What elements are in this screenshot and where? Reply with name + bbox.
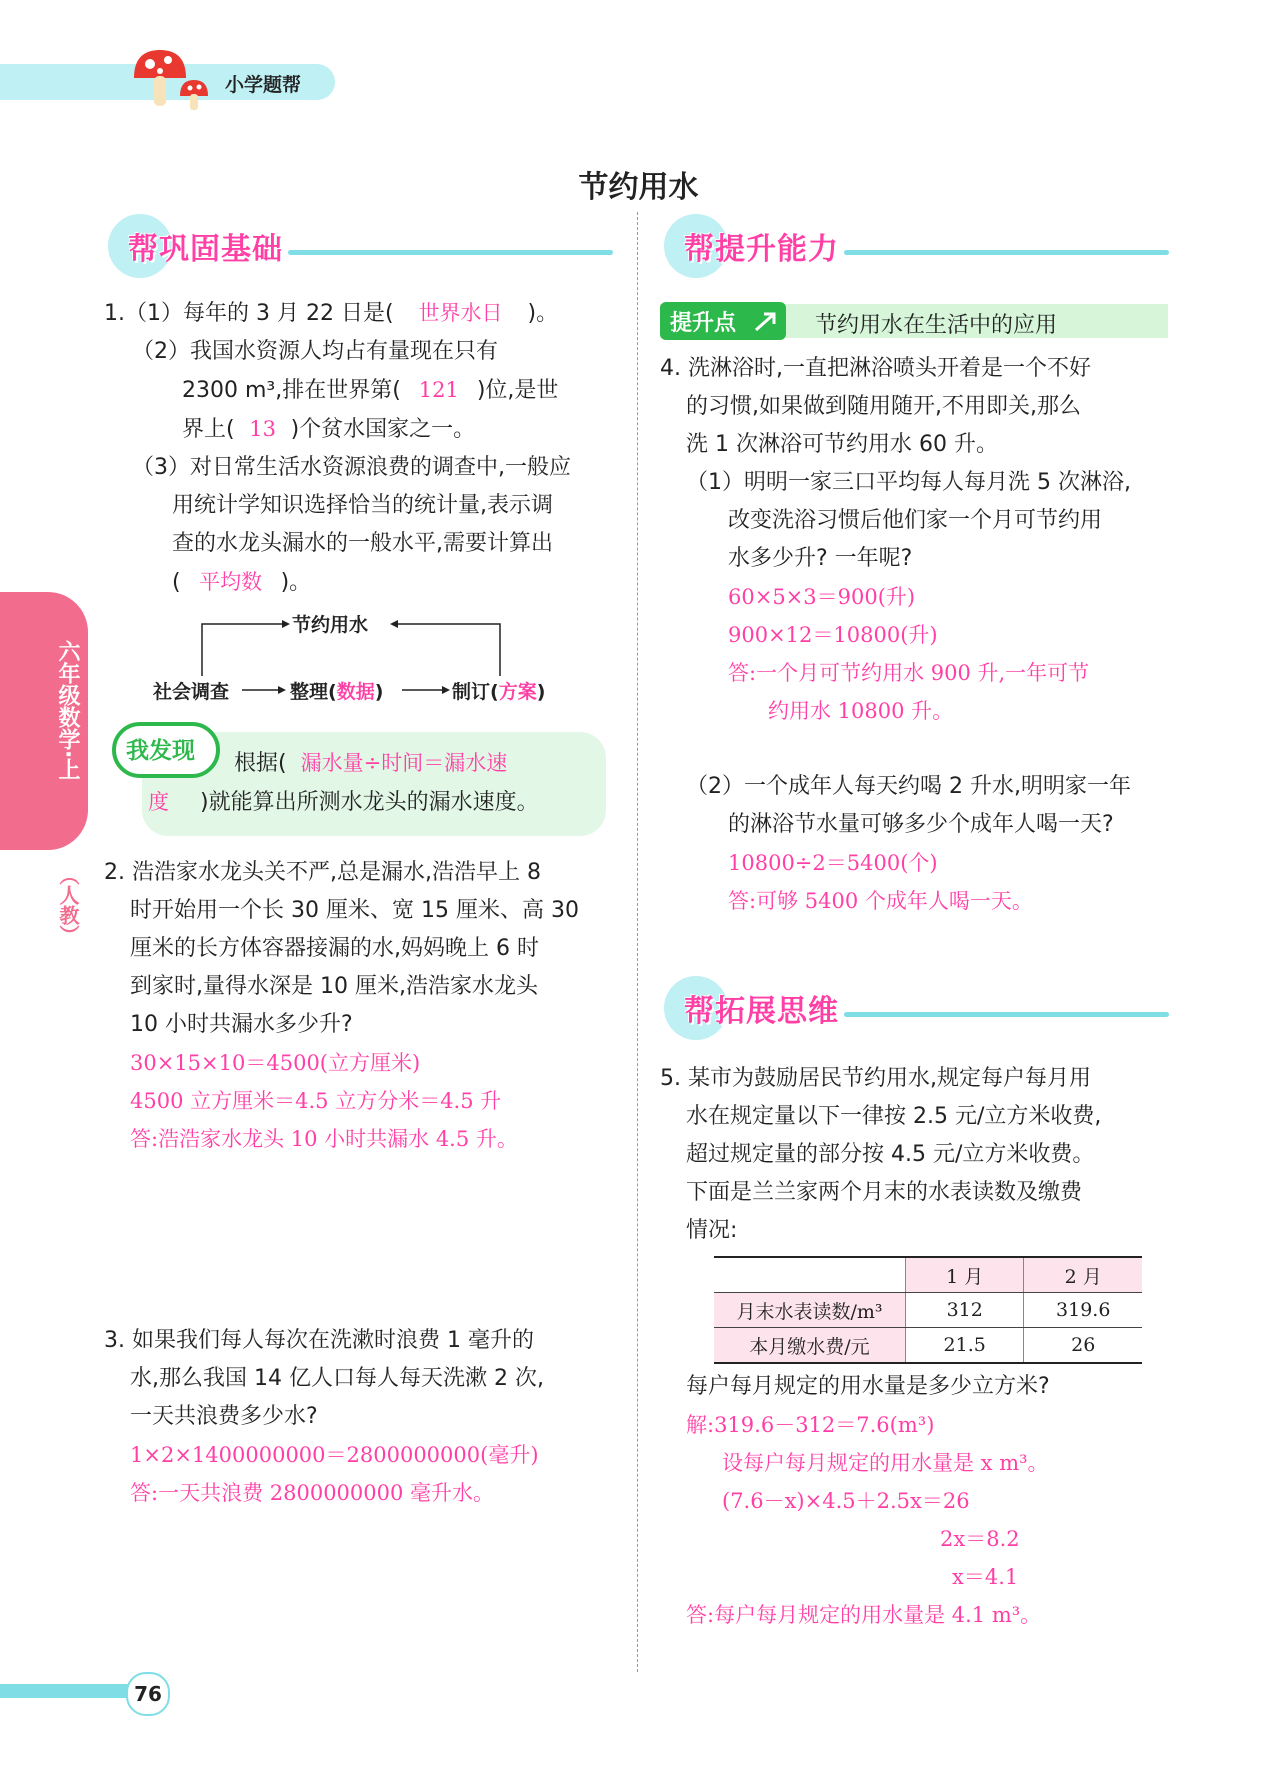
- q5-answer: 解:319.6－312＝7.6(m³): [686, 1413, 935, 1437]
- brand-name: 小学题帮: [225, 74, 302, 96]
- q2: [104, 854, 624, 1158]
- side-tab-edition: （人教）: [56, 865, 80, 945]
- q5-answer: x＝4.1: [952, 1565, 1019, 1589]
- q3-line: 一天共浪费多少水?: [130, 1404, 318, 1429]
- q2-line: 到家时,量得水深是 10 厘米,浩浩家水龙头: [130, 974, 538, 999]
- q5-answer: (7.6－x)×4.5＋2.5x＝26: [722, 1489, 970, 1513]
- discover-badge-text: 我发现: [126, 738, 195, 764]
- q1-part2-line3: 界上( 13 )个贫水国家之一。: [182, 417, 476, 442]
- flow-top: 节约用水: [292, 614, 369, 636]
- q5-answer: 答:每户每月规定的用水量是 4.1 m³。: [686, 1603, 1042, 1627]
- q1: [104, 294, 624, 602]
- q4-p1-answer: 900×12＝10800(升): [728, 623, 938, 647]
- table-cell: 2 月: [1024, 1257, 1142, 1293]
- q2-line: 时开始用一个长 30 厘米、宽 15 厘米、高 30: [130, 898, 579, 923]
- side-tab-grade: 六年级数学·上: [55, 640, 80, 781]
- water-table: [714, 1256, 1142, 1364]
- page-title: 节约用水: [578, 170, 699, 205]
- q5-line: 下面是兰兰家两个月末的水表读数及缴费: [686, 1180, 1083, 1205]
- table-cell: 1 月: [905, 1257, 1023, 1293]
- q1-part2-line1: （2）我国水资源人均占有量现在只有: [132, 339, 498, 364]
- table-cell: 26: [1024, 1328, 1142, 1364]
- table-row: [714, 1328, 1142, 1364]
- q4-p1-line: 水多少升? 一年呢?: [728, 546, 913, 571]
- q4-p1-line: 改变洗浴习惯后他们家一个月可节约用: [728, 508, 1103, 533]
- q4-line: 4. 洗淋浴时,一直把淋浴喷头开着是一个不好: [660, 356, 1091, 381]
- q1-part1: 1.（1）每年的 3 月 22 日是( 世界水日 )。: [104, 294, 624, 333]
- q2-line: 10 小时共漏水多少升?: [130, 1012, 353, 1037]
- q1-part3-line4: ( 平均数 )。: [172, 570, 312, 595]
- q4-line: 洗 1 次淋浴可节约用水 60 升。: [686, 432, 998, 457]
- section-extend-header: [664, 976, 1169, 1046]
- table-header-row: [714, 1257, 1142, 1293]
- q5-line: 水在规定量以下一律按 2.5 元/立方米收费,: [686, 1104, 1102, 1129]
- section-basic-title: 帮巩固基础: [128, 232, 283, 267]
- section-basic-header: [108, 214, 613, 284]
- table-cell: 月末水表读数/m³: [714, 1293, 905, 1328]
- table-row: [714, 1293, 1142, 1328]
- column-divider: [637, 212, 638, 1672]
- section-extend-title: 帮拓展思维: [684, 994, 839, 1029]
- q5: [660, 1060, 1180, 1250]
- table-cell: 本月缴水费/元: [714, 1328, 905, 1364]
- flow-survey: 社会调查: [153, 681, 230, 703]
- q5-line: 超过规定量的部分按 4.5 元/立方米收费。: [686, 1142, 1095, 1167]
- q4-p2-answer: 答:可够 5400 个成年人喝一天。: [728, 889, 1033, 913]
- q2-answer: 答:浩浩家水龙头 10 小时共漏水 4.5 升。: [130, 1127, 518, 1151]
- discover-text: 根据( 漏水量÷时间＝漏水速 度 )就能算出所测水龙头的漏水速度。: [148, 751, 539, 815]
- q5-line: 5. 某市为鼓励居民节约用水,规定每户每月用: [660, 1066, 1091, 1091]
- table-cell: [714, 1257, 905, 1293]
- q3-answer: 1×2×1400000000＝2800000000(毫升): [130, 1443, 539, 1467]
- q2-line: 厘米的长方体容器接漏的水,妈妈晚上 6 时: [130, 936, 539, 961]
- table-cell: 319.6: [1024, 1293, 1142, 1328]
- flow-organize: 整理(数据): [290, 681, 384, 703]
- q1-part3-line3: 查的水龙头漏水的一般水平,需要计算出: [172, 531, 553, 556]
- q5-line: 情况:: [686, 1218, 738, 1243]
- q1-answer1: 世界水日: [418, 301, 503, 325]
- section-line: [844, 250, 1169, 255]
- q1-part3-line2: 用统计学知识选择恰当的统计量,表示调: [172, 493, 553, 518]
- section-line: [288, 250, 613, 255]
- q4: [660, 350, 1180, 920]
- q4-p1-answer: 60×5×3＝900(升): [728, 585, 916, 609]
- mushroom-logo-icon: [128, 44, 218, 114]
- point-badge-text: 提升点: [670, 311, 737, 336]
- q2-answer: 30×15×10＝4500(立方厘米): [130, 1051, 421, 1075]
- q1-part3-line1: （3）对日常生活水资源浪费的调查中,一般应: [132, 455, 571, 480]
- q4-line: 的习惯,如果做到随用随开,不用即关,那么: [686, 394, 1081, 419]
- arrow-icon: [752, 308, 782, 334]
- q3-line: 水,那么我国 14 亿人口每人每天洗漱 2 次,: [130, 1366, 544, 1391]
- q1-part2-line2: 2300 m³,排在世界第( 121 )位,是世: [182, 378, 559, 403]
- q4-p2-line: 的淋浴节水量可够多少个成年人喝一天?: [728, 812, 1114, 837]
- table-cell: 21.5: [905, 1328, 1023, 1364]
- q2-line: 2. 浩浩家水龙头关不严,总是漏水,浩浩早上 8: [104, 860, 541, 885]
- section-improve-header: [664, 214, 1169, 284]
- q5-question: 每户每月规定的用水量是多少立方米?: [686, 1374, 1050, 1399]
- q5-answer: 2x＝8.2: [940, 1527, 1020, 1551]
- section-improve-title: 帮提升能力: [684, 232, 839, 267]
- flow-plan: 制订(方案): [452, 681, 546, 703]
- page-number: 76: [126, 1672, 170, 1716]
- q4-p1-answer: 答:一个月可节约用水 900 升,一年可节: [728, 661, 1090, 685]
- q3-line: 3. 如果我们每人每次在洗漱时浪费 1 毫升的: [104, 1328, 534, 1353]
- table-cell: 312: [905, 1293, 1023, 1328]
- q4-p1-line: （1）明明一家三口平均每人每月洗 5 次淋浴,: [686, 470, 1131, 495]
- q5-answer: 设每户每月规定的用水量是 x m³。: [722, 1451, 1049, 1475]
- q3: [104, 1322, 624, 1512]
- q4-p2-answer: 10800÷2＝5400(个): [728, 851, 938, 875]
- section-line: [844, 1012, 1169, 1017]
- point-text: 节约用水在生活中的应用: [815, 313, 1058, 338]
- q5-solution: [686, 1368, 1186, 1634]
- q3-answer: 答:一天共浪费 2800000000 毫升水。: [130, 1481, 495, 1505]
- q4-p2-line: （2）一个成年人每天约喝 2 升水,明明家一年: [686, 774, 1131, 799]
- q4-p1-answer: 约用水 10800 升。: [768, 699, 954, 723]
- q2-answer: 4500 立方厘米＝4.5 立方分米＝4.5 升: [130, 1089, 502, 1113]
